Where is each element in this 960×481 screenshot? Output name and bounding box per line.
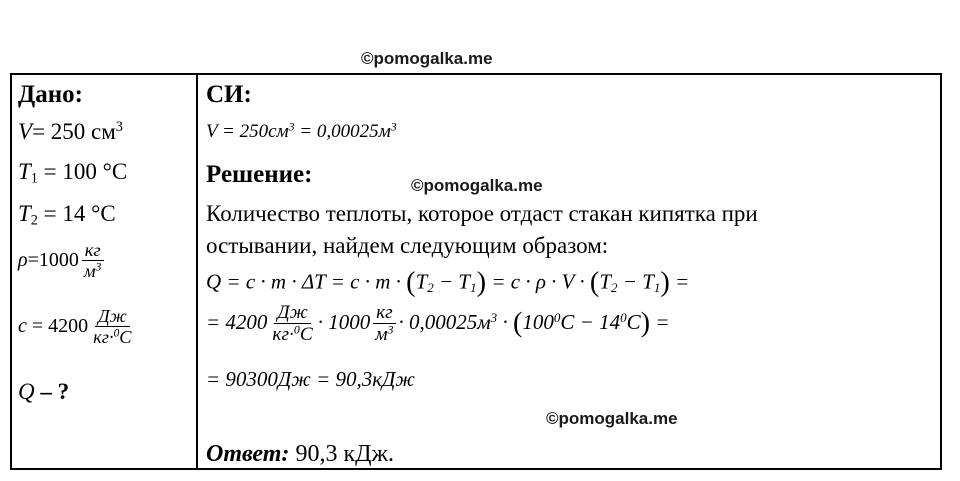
eq-part: C [626, 310, 641, 335]
given-title: Дано: [18, 81, 83, 108]
answer [206, 441, 394, 468]
given-t1 [18, 159, 127, 185]
numerator: Дж [95, 307, 130, 327]
paren: ) [660, 267, 670, 298]
column-divider [196, 75, 198, 468]
exponent: 3 [490, 309, 498, 325]
given-find [18, 379, 69, 405]
exponent: 3 [288, 120, 295, 134]
subscript: 1 [653, 279, 661, 295]
answer-label: Ответ: [206, 441, 290, 467]
answer-value: 90,3 кДж. [289, 441, 395, 467]
eq-part: = [669, 269, 690, 294]
si-title: СИ: [206, 81, 252, 108]
symbol: V [18, 119, 33, 144]
exponent: 3 [387, 322, 394, 337]
subscript: 2 [611, 279, 618, 295]
question-mark: ? [57, 379, 70, 404]
exponent: 3 [115, 119, 123, 136]
symbol: Q [18, 379, 35, 404]
eq-part: · 1000 [317, 310, 371, 335]
denominator-tail: C [119, 327, 132, 348]
subscript: 1 [30, 170, 38, 187]
paren: ) [640, 307, 651, 339]
exponent: 0 [293, 322, 300, 337]
symbol: c [18, 314, 27, 337]
eq-fraction-heat-capacity [269, 303, 315, 346]
eq-part: Q = c · m · ΔT = c · m · [206, 269, 407, 294]
eq-part: = c · ρ · V · [486, 269, 590, 294]
paren: ( [512, 307, 523, 339]
eq-part: − T [617, 269, 654, 294]
solution-text-line-2: остывании, найдем следующим образом: [206, 233, 609, 258]
eq-part: · 0,00025м [398, 310, 491, 335]
solution-text-line-1: Количество теплоты, которое отдаст стакан кипятка при [206, 201, 758, 226]
watermark-bottom: ©pomogalka.me [546, 409, 678, 428]
given-heat-capacity [18, 307, 137, 348]
symbol: T [18, 201, 31, 226]
problem-table [10, 73, 942, 470]
solution-title: Решение: [206, 161, 313, 188]
subscript: 1 [470, 279, 477, 295]
eq-part: T [599, 269, 612, 294]
exponent: 3 [95, 262, 102, 275]
value: =1000 [27, 248, 79, 271]
numerator: кг [82, 241, 104, 261]
exponent: 0 [113, 328, 120, 341]
eq-part: = [650, 310, 670, 335]
denominator: м [83, 261, 96, 282]
eq-part: 100 [522, 310, 554, 335]
equation-line-1 [206, 267, 689, 299]
si-conversion [206, 121, 397, 143]
lhs: V = 250см [206, 121, 289, 142]
eq-part: C − 14 [560, 310, 621, 335]
eq-part: = 4200 [206, 310, 268, 335]
subscript: 2 [427, 279, 434, 295]
denominator: кг· [272, 324, 294, 346]
eq-fraction-density [372, 303, 396, 346]
subscript: 2 [30, 212, 38, 229]
value: = 250 см [32, 119, 116, 144]
density-unit-fraction [81, 241, 104, 282]
denominator: м [375, 324, 388, 346]
value: = 100 °C [43, 159, 128, 184]
eq-part: − T [433, 269, 471, 294]
paren: ) [476, 267, 487, 298]
watermark-middle: ©pomogalka.me [411, 176, 543, 195]
equation-line-3: = 90300Дж = 90,3кДж [206, 367, 415, 391]
paren: ( [406, 267, 416, 298]
given-t2 [18, 201, 116, 227]
given-density [18, 241, 106, 282]
denominator: кг· [93, 327, 114, 348]
eq-part: T [415, 269, 428, 294]
denominator-tail: C [299, 324, 313, 346]
symbol: ρ [18, 248, 28, 271]
dash: – [40, 379, 52, 404]
rhs: = 0,00025м [294, 121, 391, 142]
watermark-top: ©pomogalka.me [361, 49, 493, 68]
paren: ( [589, 267, 600, 298]
exponent: 0 [620, 309, 627, 325]
heat-capacity-unit-fraction [90, 307, 134, 348]
eq-part: · [497, 310, 513, 335]
value: = 4200 [31, 314, 89, 337]
value: = 14 °C [43, 201, 116, 226]
symbol: T [18, 159, 31, 184]
numerator: Дж [274, 303, 310, 324]
exponent: 0 [553, 309, 561, 325]
exponent: 3 [390, 120, 397, 134]
given-volume [18, 119, 123, 145]
equation-line-2 [206, 303, 670, 346]
numerator: кг [373, 303, 396, 324]
